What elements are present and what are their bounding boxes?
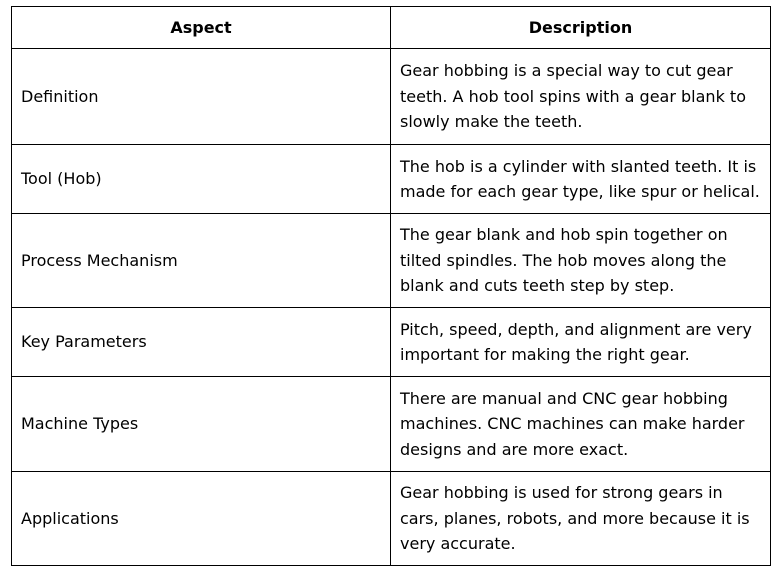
table-header (12, 7, 771, 49)
description-cell: Gear hobbing is a special way to cut gear teeth. A hob tool spins with a gear blank to slowly make the teeth. (391, 49, 771, 145)
description-cell: Pitch, speed, depth, and alignment are very important for making the right gear. (391, 308, 771, 377)
gear-hobbing-table (11, 6, 771, 566)
description-cell: There are manual and CNC gear hobbing machines. CNC machines can make harder designs and are more exact. (391, 377, 771, 472)
table-row (12, 214, 771, 308)
aspect-cell: Process Mechanism (12, 214, 391, 308)
aspect-cell: Machine Types (12, 377, 391, 472)
description-cell: Gear hobbing is used for strong gears in cars, planes, robots, and more because it is very accurate. (391, 472, 771, 566)
table-row (12, 472, 771, 566)
aspect-cell: Definition (12, 49, 391, 145)
description-cell: The gear blank and hob spin together on tilted spindles. The hob moves along the blank and cuts teeth step by step. (391, 214, 771, 308)
aspect-cell: Key Parameters (12, 308, 391, 377)
header-description: Description (391, 7, 771, 49)
aspect-cell: Tool (Hob) (12, 145, 391, 214)
table-row (12, 377, 771, 472)
table-row (12, 308, 771, 377)
table-body (12, 49, 771, 566)
header-row (12, 7, 771, 49)
header-aspect: Aspect (12, 7, 391, 49)
table-row (12, 145, 771, 214)
table-row (12, 49, 771, 145)
description-cell: The hob is a cylinder with slanted teeth. It is made for each gear type, like spur or helical. (391, 145, 771, 214)
aspect-cell: Applications (12, 472, 391, 566)
